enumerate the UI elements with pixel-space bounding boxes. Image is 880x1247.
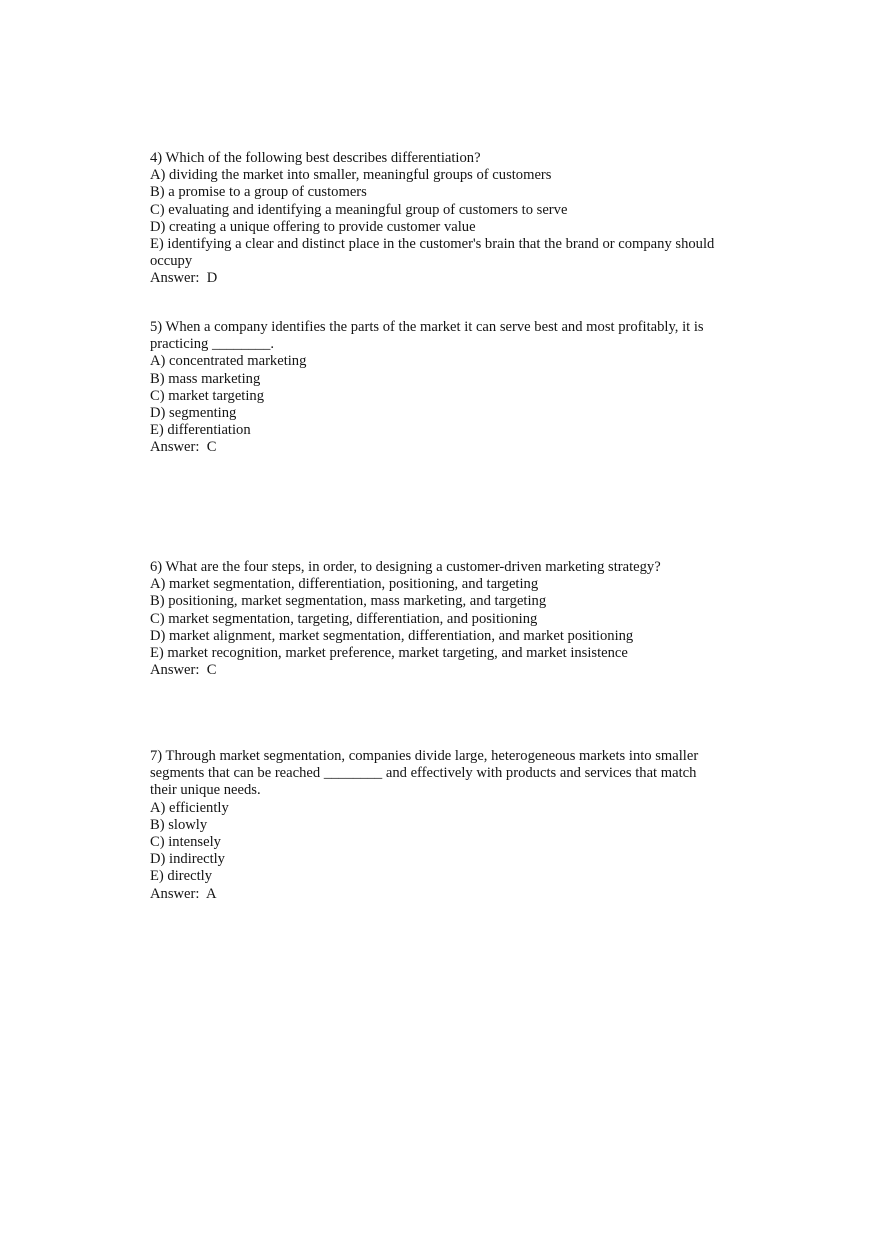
- answer-option-c: C) market targeting: [150, 387, 265, 404]
- answer-option-a: A) dividing the market into smaller, meaningful groups of customers: [150, 167, 552, 184]
- question-prompt: 5) When a company identifies the parts of the market it can serve best and most profitably, it is: [150, 319, 704, 335]
- answer-key: Answer: C: [150, 439, 217, 456]
- answer-option-c: C) intensely: [150, 834, 221, 851]
- answer-option-e: E) identifying a clear and distinct place in the customer's brain that the brand or company should: [150, 236, 715, 253]
- question-prompt: 4) Which of the following best describes differentiation?: [150, 150, 481, 166]
- answer-key: Answer: C: [150, 662, 217, 679]
- answer-option-c: C) market segmentation, targeting, differentiation, and positioning: [150, 610, 538, 627]
- question-5: [150, 319, 740, 457]
- answer-option-a: A) efficiently: [150, 799, 229, 816]
- answer-option-b: B) mass marketing: [150, 370, 261, 387]
- question-prompt-continuation: practicing ________.: [150, 336, 275, 353]
- question-prompt: 6) What are the four steps, in order, to designing a customer-driven marketing strategy?: [150, 559, 661, 575]
- answer-option-e: E) market recognition, market preference, market targeting, and market insistence: [150, 645, 628, 662]
- answer-option-a: A) market segmentation, differentiation, positioning, and targeting: [150, 576, 539, 593]
- answer-option-e-continuation: occupy: [150, 253, 193, 270]
- answer-option-b: B) positioning, market segmentation, mass marketing, and targeting: [150, 593, 547, 610]
- answer-option-e: E) directly: [150, 868, 212, 885]
- answer-option-a: A) concentrated marketing: [150, 353, 307, 370]
- answer-key: Answer: A: [150, 885, 217, 902]
- answer-option-d: D) indirectly: [150, 851, 225, 868]
- question-4: [150, 150, 740, 288]
- answer-option-b: B) slowly: [150, 816, 208, 833]
- answer-option-c: C) evaluating and identifying a meaningful group of customers to serve: [150, 201, 568, 218]
- answer-option-d: D) creating a unique offering to provide customer value: [150, 218, 476, 235]
- question-prompt-continuation: their unique needs.: [150, 782, 261, 799]
- question-7: [150, 748, 740, 903]
- answer-option-d: D) market alignment, market segmentation, differentiation, and market positioning: [150, 627, 634, 644]
- question-prompt-continuation: segments that can be reached ________ and effectively with products and services that match: [150, 765, 697, 782]
- answer-option-b: B) a promise to a group of customers: [150, 184, 367, 201]
- question-prompt: 7) Through market segmentation, companies divide large, heterogeneous markets into smaller: [150, 748, 699, 764]
- answer-option-d: D) segmenting: [150, 405, 237, 422]
- answer-option-e: E) differentiation: [150, 422, 251, 439]
- question-6: [150, 559, 740, 679]
- answer-key: Answer: D: [150, 270, 218, 287]
